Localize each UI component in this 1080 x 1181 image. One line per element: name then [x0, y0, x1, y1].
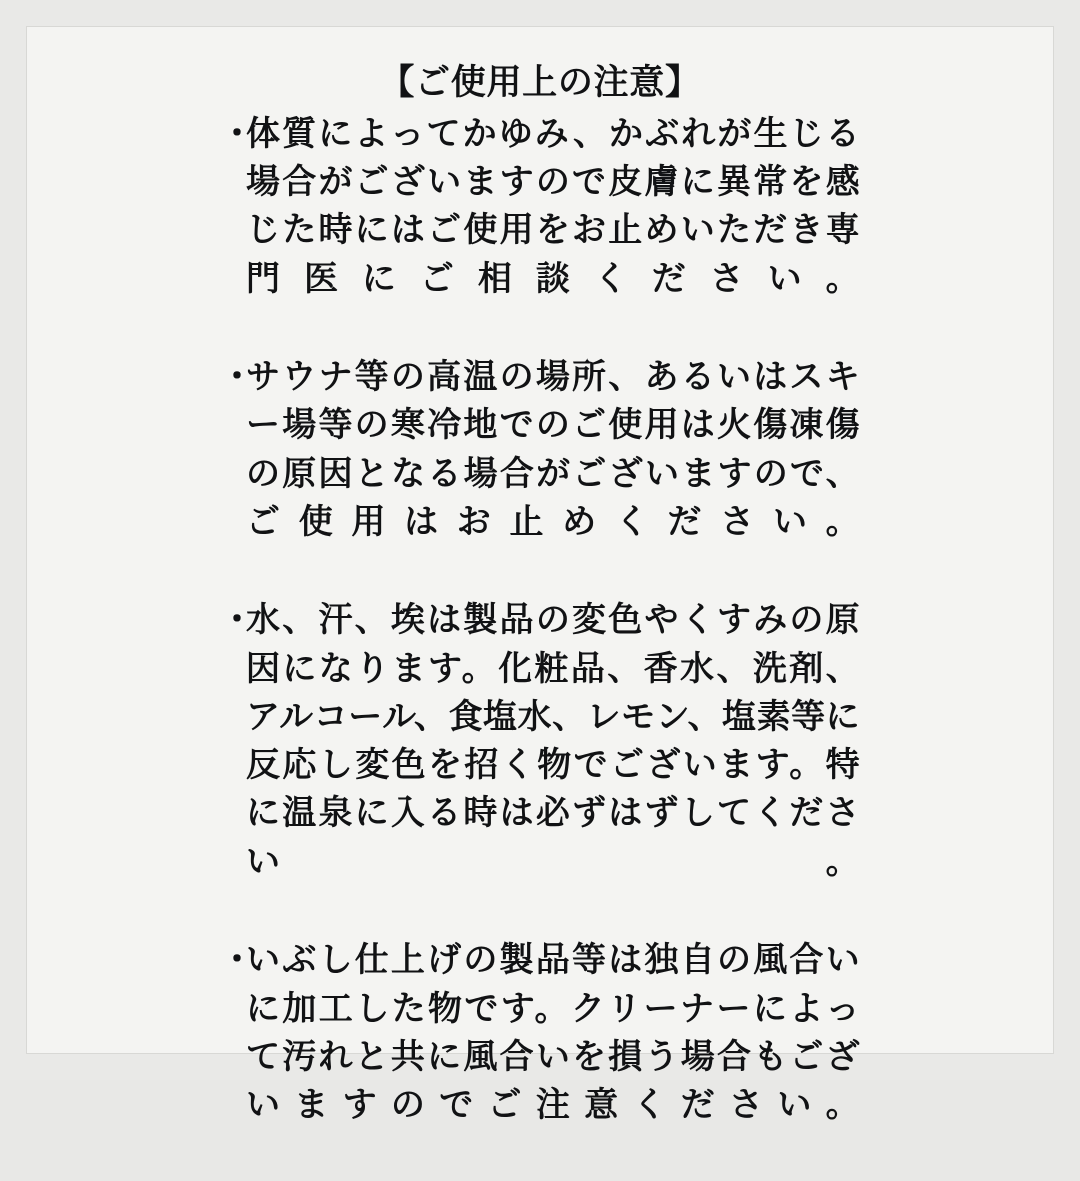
notice-inner-frame — [26, 26, 1054, 1125]
page-title: 【ご使用上の注意】 — [379, 63, 701, 102]
list-item-text: 水、汗、埃は製品の変色やくすみの原因になります。化粧品、香水、洗剤、アルコール、食塩水、レモン、塩素等に反応し変色を招く物でございます。特に温泉に入る時は必ずはずしてください。 — [246, 602, 860, 881]
list-item-text: サウナ等の高温の場所、あるいはスキー場等の寒冷地でのご使用は火傷凍傷の原因となる場合がございますので、ご使用はお止めください。 — [246, 359, 860, 541]
list-item — [220, 937, 860, 1178]
list-item-text: いぶし仕上げの製品等は独自の風合いに加工した物です。クリーナーによって汚れと共に風合いを損う場合もございますのでご注意ください。 — [246, 942, 860, 1125]
bullet-marker: ・ — [220, 942, 254, 980]
bullet-marker: ・ — [220, 602, 254, 640]
notice-block — [220, 27, 860, 1181]
list-item — [220, 354, 860, 595]
list-item — [220, 597, 860, 935]
notice-list — [220, 111, 860, 1179]
list-item — [220, 111, 860, 352]
list-item-text: 体質によってかゆみ、かぶれが生じる場合がございますので皮膚に異常を感じた時にはご使用をお止めいただき専門医にご相談ください。 — [246, 115, 860, 298]
bullet-marker: ・ — [220, 359, 254, 397]
bullet-marker: ・ — [220, 115, 254, 153]
